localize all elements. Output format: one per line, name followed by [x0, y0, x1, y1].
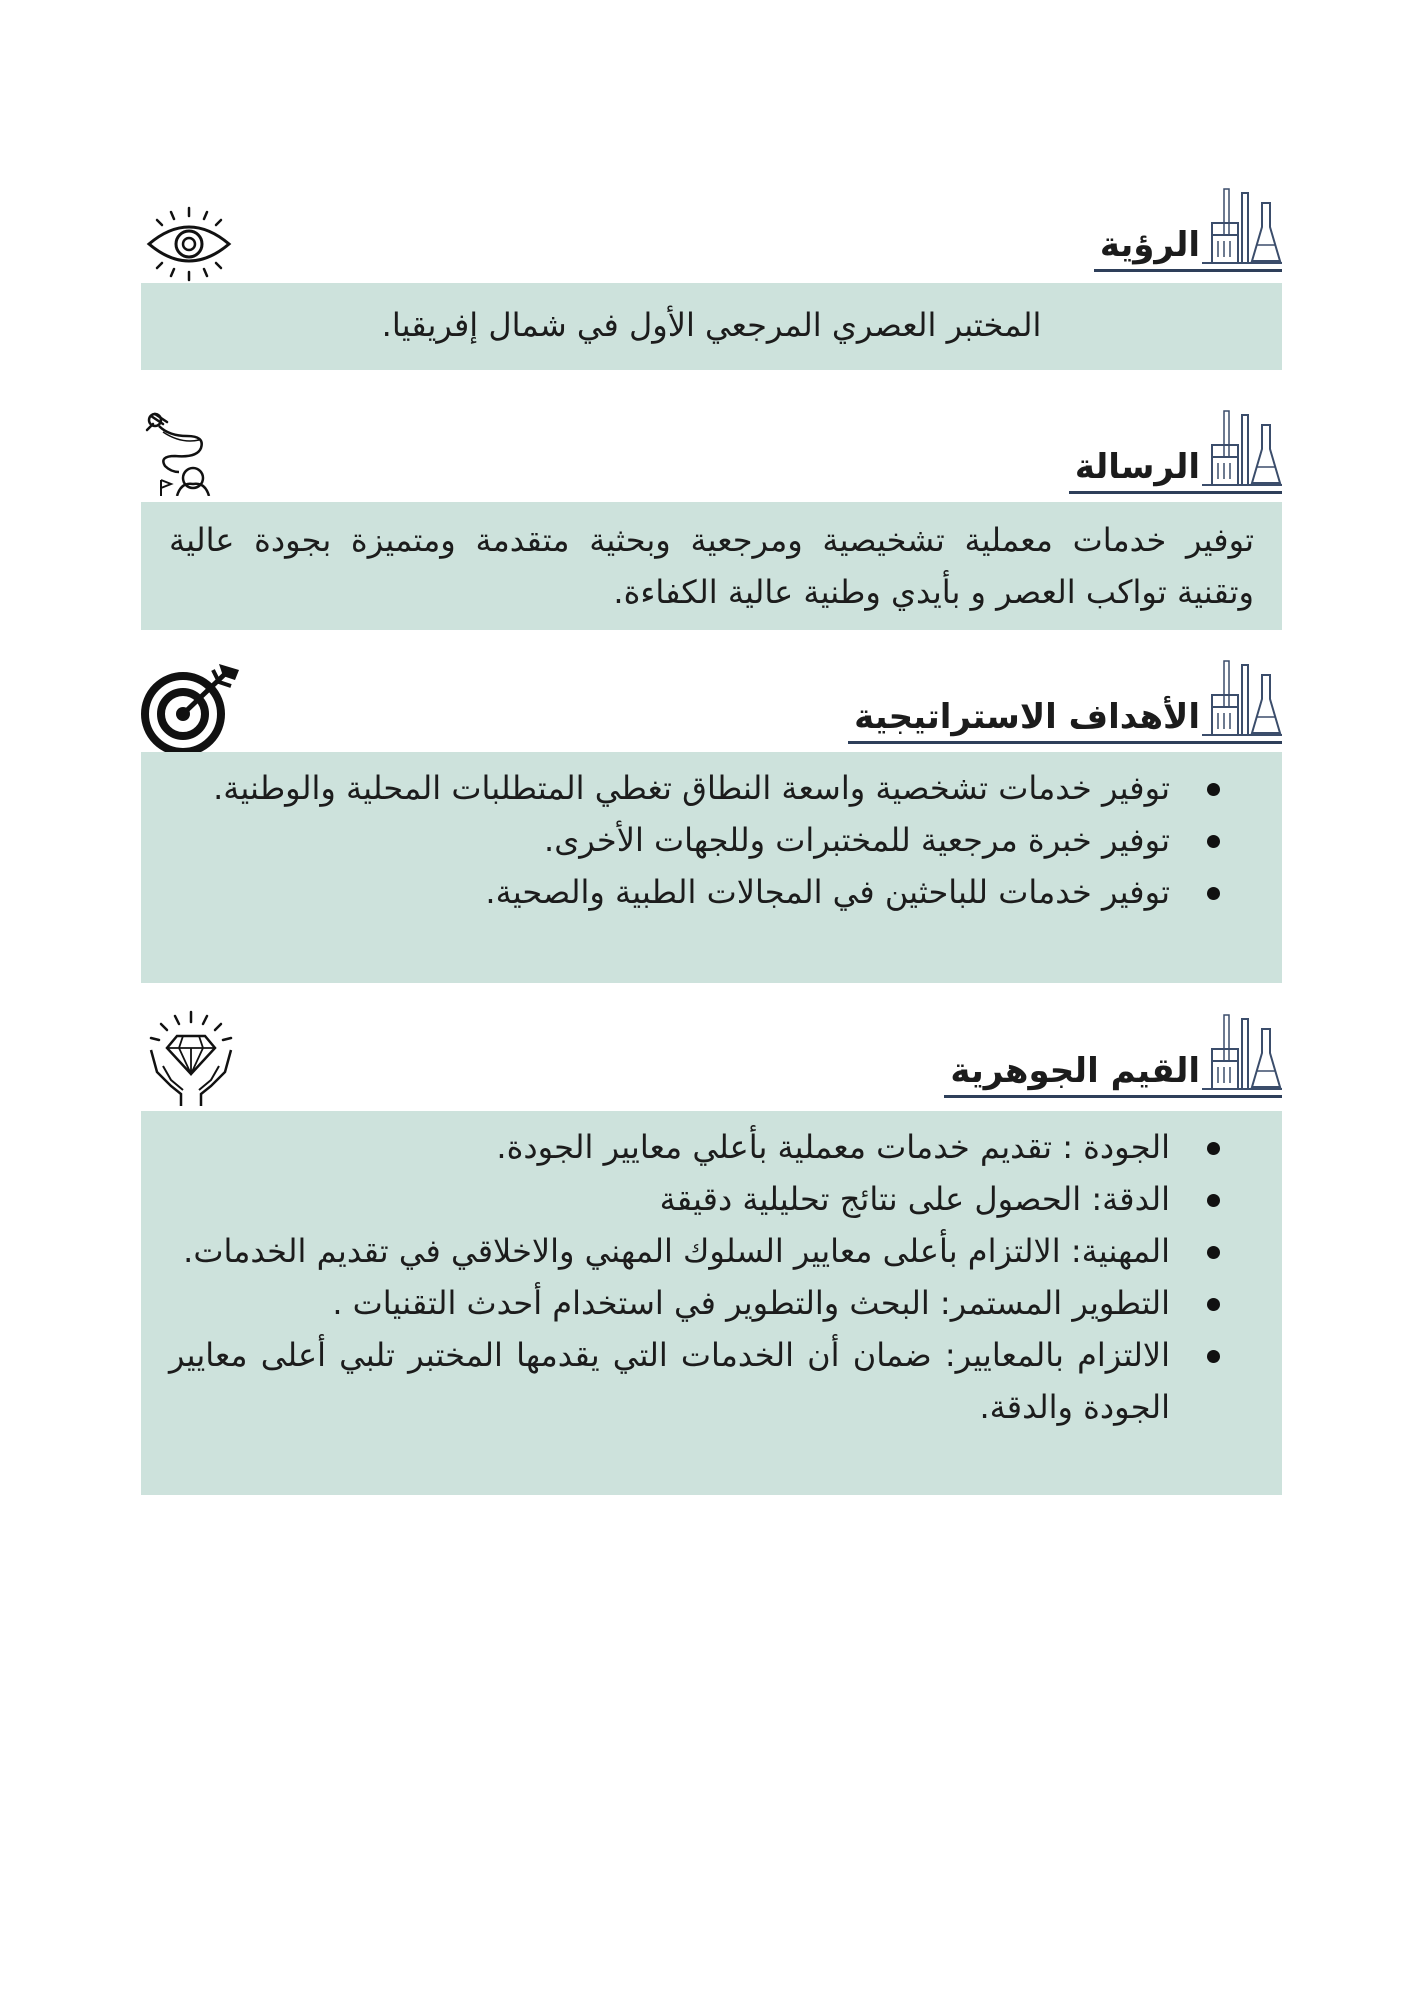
list-item: المهنية: الالتزام بأعلى معايير السلوك المهني والاخلاقي في تقديم الخدمات. [169, 1225, 1254, 1277]
values-title: القيم الجوهرية [950, 1051, 1200, 1091]
bullet-icon [1207, 1246, 1220, 1259]
goals-title-underline [848, 659, 1282, 744]
values-list [169, 1121, 1254, 1433]
vision-title-underline [1094, 187, 1282, 272]
vision-text: المختبر العصري المرجعي الأول في شمال إفريقيا. [381, 306, 1042, 344]
bullet-icon [1207, 1350, 1220, 1363]
list-item: توفير خدمات للباحثين في المجالات الطبية والصحية. [169, 866, 1254, 918]
values-header [141, 1010, 1282, 1098]
vision-box [141, 283, 1282, 370]
mission-title: الرسالة [1074, 447, 1200, 487]
list-item: توفير خبرة مرجعية للمختبرات وللجهات الأخرى. [169, 814, 1254, 866]
bullet-icon [1207, 1194, 1220, 1207]
list-item: الدقة: الحصول على نتائج تحليلية دقيقة [169, 1173, 1254, 1225]
list-item: الجودة : تقديم خدمات معملية بأعلي معايير الجودة. [169, 1121, 1254, 1173]
vision-header [141, 190, 1282, 272]
goals-title: الأهداف الاستراتيجية [854, 697, 1200, 737]
list-item: الالتزام بالمعايير: ضمان أن الخدمات التي يقدمها المختبر تلبي أعلى معايير الجودة والدقة. [169, 1329, 1254, 1433]
mission-text: توفير خدمات معملية تشخيصية ومرجعية وبحثية متقدمة ومتميزة بجودة عالية وتقنية تواكب العصر و بأيدي وطنية عالية الكفاءة. [169, 521, 1254, 611]
values-box [141, 1111, 1282, 1495]
bullet-icon [1207, 1298, 1220, 1311]
vision-title: الرؤية [1099, 225, 1200, 265]
mission-title-underline [1069, 409, 1282, 494]
target-icon [141, 660, 241, 756]
goals-list [169, 762, 1254, 918]
mission-box [141, 502, 1282, 630]
lab-glassware-icon [1202, 409, 1282, 487]
bullet-icon [1207, 887, 1220, 900]
eye-icon [141, 206, 237, 282]
mission-header [141, 406, 1282, 494]
goals-box [141, 752, 1282, 983]
diamond-hands-icon [141, 1010, 241, 1106]
bullet-icon [1207, 783, 1220, 796]
lab-glassware-icon [1202, 659, 1282, 737]
lab-glassware-icon [1202, 1013, 1282, 1091]
bullet-icon [1207, 1142, 1220, 1155]
values-title-underline [944, 1013, 1282, 1098]
path-to-goal-icon [141, 410, 221, 496]
lab-glassware-icon [1202, 187, 1282, 265]
goals-header [141, 656, 1282, 744]
list-item: توفير خدمات تشخصية واسعة النطاق تغطي المتطلبات المحلية والوطنية. [169, 762, 1254, 814]
bullet-icon [1207, 835, 1220, 848]
list-item: التطوير المستمر: البحث والتطوير في استخدام أحدث التقنيات . [169, 1277, 1254, 1329]
